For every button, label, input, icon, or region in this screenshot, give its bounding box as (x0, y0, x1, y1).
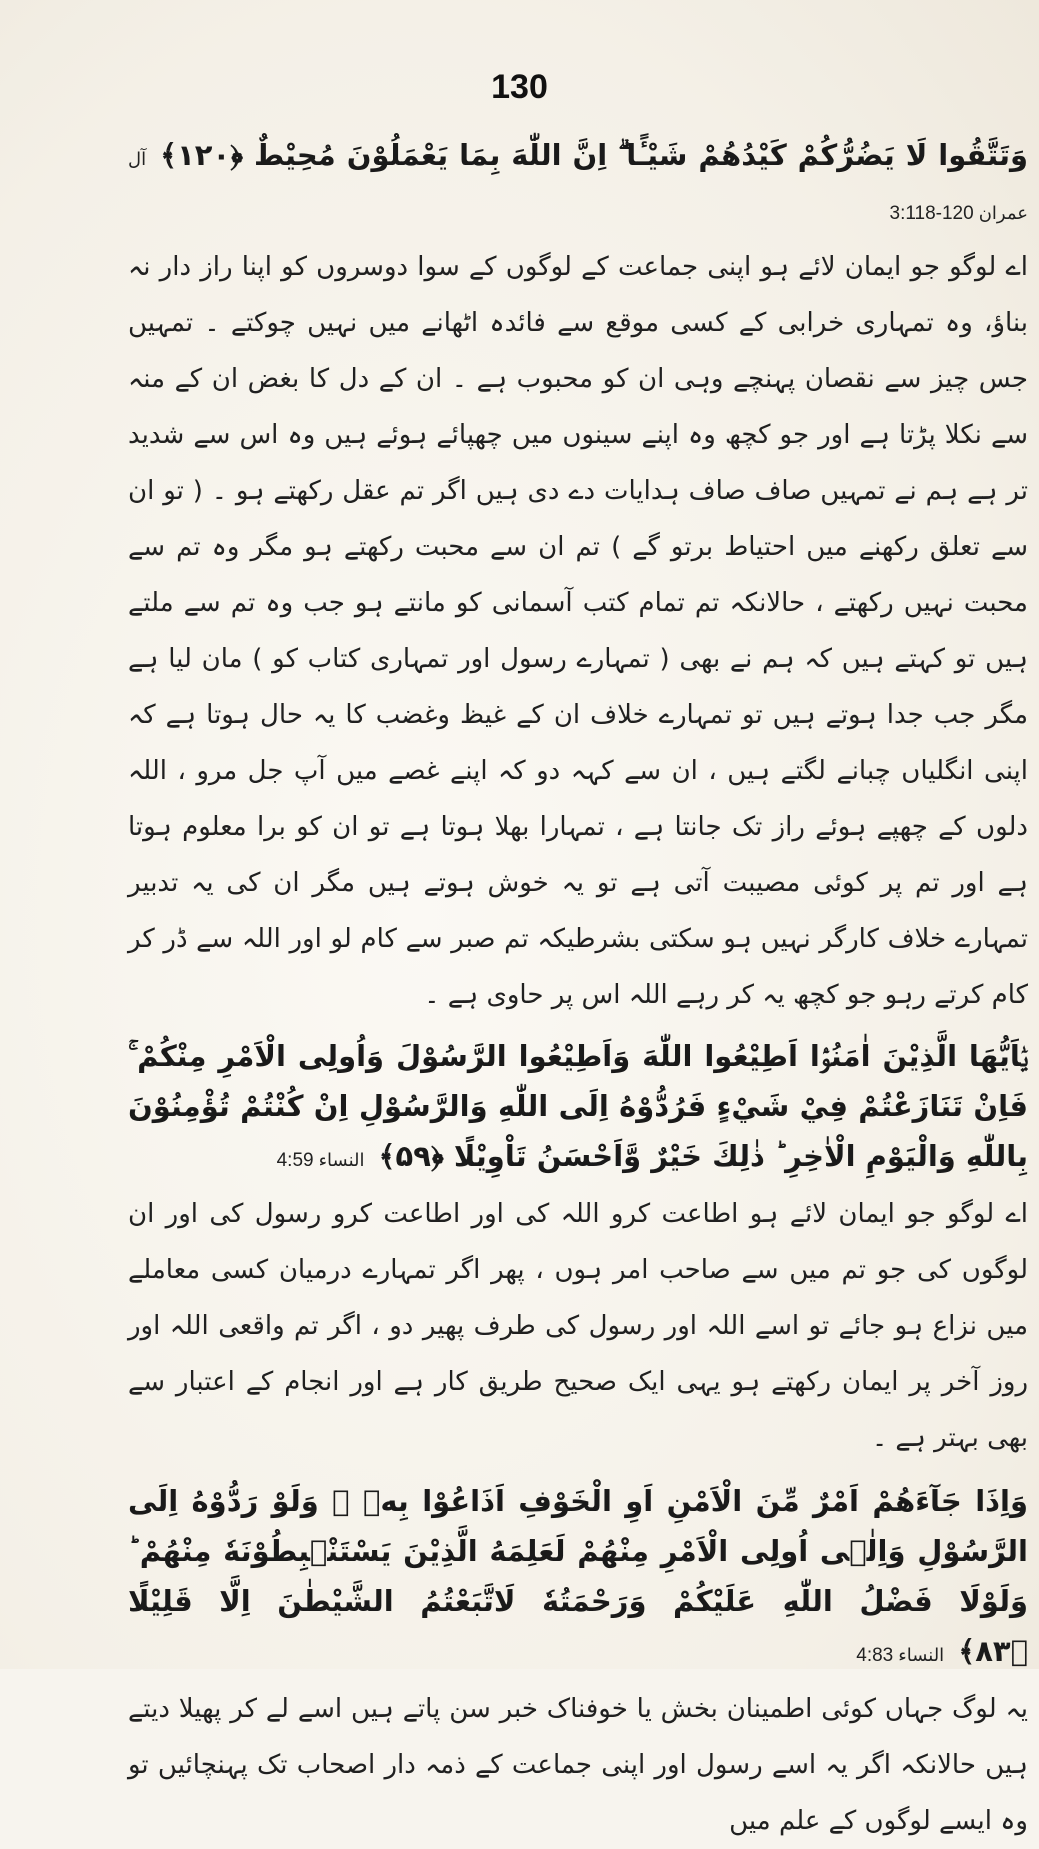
urdu-translation-1: اے لوگو جو ایمان لائے ہو اپنی جماعت کے لوگوں کے سوا دوسروں کو اپنا راز دار نہ بناؤ، وہ تمہاری خرابی کے کسی موقع سے فائدہ اٹھانے میں نہیں چوکتے ۔ تمہیں جس چیز سے نقصان پہنچے وہی ان کو محبوب ہے ۔ ان کے دل کا بغض ان کے منہ سے نکلا پڑتا ہے اور جو کچھ وہ اپنے سینوں میں چھپائے ہوئے ہیں وہ اس سے شدید تر ہے ہم نے تمہیں صاف صاف ہدایات دے دی ہیں اگر تم عقل رکھتے ہو ۔ ( تو ان سے تعلق رکھنے میں احتیاط برتو گے ) تم ان سے محبت رکھتے ہو مگر وہ تم سے محبت نہیں رکھتے ، حالانکہ تم تمام کتب آسمانی کو مانتے ہو جب وہ تم سے ملتے ہیں تو کہتے ہیں کہ ہم نے بھی ( تمہارے رسول اور تمہاری کتاب کو ) مان لیا ہے مگر جب جدا ہوتے ہیں تو تمہارے خلاف ان کے غیظ وغضب کا یہ حال ہوتا ہے کہ اپنی انگلیاں چبانے لگتے ہیں ، ان سے کہہ دو کہ اپنے غصے میں آپ جل مرو ، اللہ دلوں کے چھپے ہوئے راز تک جانتا ہے ، تمہارا بھلا ہوتا ہے تو ان کو برا معلوم ہوتا ہے اور تم پر کوئی مصیبت آتی ہے تو یہ خوش ہوتے ہیں مگر ان کی یہ تدبیر تمہارے خلاف کارگر نہیں ہو سکتی بشرطیکہ تم صبر سے کام لو اور اللہ سے ڈر کر کام کرتے رہو جو کچھ یہ کر رہے اللہ اس پر حاوی ہے ۔ (128, 252, 1028, 1010)
verse-2-reference (277, 1150, 365, 1170)
verse-1-surah: آل عمران (128, 149, 1028, 223)
verse-1-text: وَتَتَّقُوا لَا يَضُرُّكُمْ كَيْدُهُمْ شَيْـًٔا ۗ اِنَّ اللّٰهَ بِمَا يَعْمَلُوْنَ مُحِيْطٌ ﴿۱۲۰﴾ (160, 138, 1028, 172)
urdu-translation-3: یہ لوگ جہاں کوئی اطمینان بخش یا خوفناک خبر سن پاتے ہیں اسے لے کر پھیلا دیتے ہیں حالانکہ اگر یہ اسے رسول اور اپنی جماعت کے ذمہ دار اصحاب تک پہنچائیں تو وہ ایسے لوگوں کے علم میں (128, 1694, 1028, 1836)
urdu-translation-2: اے لوگو جو ایمان لائے ہو اطاعت کرو اللہ کی اور اطاعت کرو رسول کی اور ان لوگوں کی جو تم میں سے صاحب امر ہوں ، پھر اگر تمہارے درمیان کسی معاملے میں نزاع ہو جائے تو اسے اللہ اور رسول کی طرف پھیر دو ، اگر تم واقعی اللہ اور روز آخر پر ایمان رکھتے ہو یہی ایک صحیح طریق کار ہے اور انجام کے اعتبار سے بھی بہتر ہے ۔ (128, 1199, 1028, 1453)
page-content (128, 130, 1028, 1849)
verse-2-surah: النساء (318, 1150, 365, 1170)
verse-3-text: وَاِذَا جَآءَهُمْ اَمْرٌ مِّنَ الْاَمْنِ اَوِ الْخَوْفِ اَذَاعُوْا بِهٖ ۚ وَلَوْ رَدُّوْهُ اِلَى الرَّسُوْلِ وَاِلٰۤى اُولِى الْاَمْرِ مِنْهُمْ لَعَلِمَهُ الَّذِيْنَ يَسْتَنْۢبِطُوْنَهٗ مِنْهُمْ ؕ وَلَوْلَا فَضْلُ اللّٰهِ عَلَيْكُمْ وَرَحْمَتُهٗ لَاتَّبَعْتُمُ الشَّيْطٰنَ اِلَّا قَلِيْلًا ﴿۸۳﴾ (128, 1484, 1028, 1668)
arabic-verse-3 (128, 1476, 1028, 1681)
arabic-verse-2 (128, 1031, 1028, 1186)
verse-3-number: 4:83 (856, 1645, 894, 1666)
verse-3-surah: النساء (898, 1645, 945, 1665)
arabic-verse-1 (128, 130, 1028, 239)
verse-1-number: 3:118-120 (889, 203, 974, 224)
verse-2-number: 4:59 (276, 1150, 314, 1171)
verse-3-reference (856, 1645, 944, 1665)
page-number: 130 (491, 68, 548, 106)
verse-2-text: يٰۤاَيُّهَا الَّذِيْنَ اٰمَنُوْۤا اَطِيْعُوا اللّٰهَ وَاَطِيْعُوا الرَّسُوْلَ وَاُولِى الْاَمْرِ مِنْكُمْ ۚ فَاِنْ تَنَازَعْتُمْ فِيْ شَيْءٍ فَرُدُّوْهُ اِلَى اللّٰهِ وَالرَّسُوْلِ اِنْ كُنْتُمْ تُؤْمِنُوْنَ بِاللّٰهِ وَالْيَوْمِ الْاٰخِرِ ؕ ذٰلِكَ خَيْرٌ وَّاَحْسَنُ تَاْوِيْلًا ﴿۵۹﴾ (128, 1039, 1028, 1173)
